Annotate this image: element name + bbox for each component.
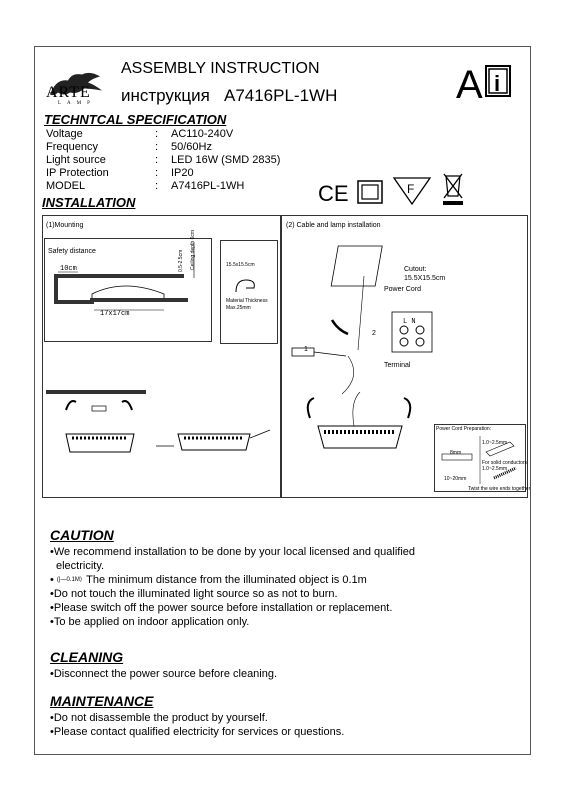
- list-item: • (|— 0.1M ⟩ The minimum distance from the illuminated object is 0.1m: [50, 574, 367, 586]
- spec-table: [46, 128, 280, 193]
- material-thickness: Material Thickness: [226, 298, 268, 304]
- cable-label: (2) Cable and lamp installation: [286, 222, 381, 229]
- mount-steps-drawing: [44, 390, 276, 490]
- spec-row: MODEL : A7416PL-1WH: [46, 180, 245, 192]
- len-2: 1.0~2.5mm: [482, 466, 508, 472]
- distance-icon: (|— 0.1M ⟩: [56, 577, 83, 583]
- strip-length: 8mm: [450, 450, 462, 456]
- mounting-drawing: [44, 238, 212, 342]
- spec-row: IP Protection : IP20: [46, 167, 194, 179]
- safety-distance-label: Safety distance: [48, 248, 96, 255]
- cutout-label: Cutout:: [404, 266, 427, 273]
- terminal-letters: L N: [403, 318, 416, 326]
- spec-row: Light source : LED 16W (SMD 2835): [46, 154, 281, 166]
- read-manual-icon: [456, 62, 516, 102]
- max-thickness: Max.25mm: [226, 305, 251, 311]
- terminal-label: Terminal: [384, 362, 411, 369]
- installation-heading: INSTALLATION: [42, 195, 136, 210]
- svg-text:F: F: [407, 182, 415, 196]
- title-ru: инструкция A7416PL-1WH: [121, 86, 338, 105]
- brand-name: ARTE: [46, 84, 91, 101]
- lamp-drawing: [290, 392, 430, 462]
- list-item: •To be applied on indoor application only.: [50, 616, 250, 628]
- svg-text:A: A: [456, 63, 483, 102]
- cord-prep-title: Power Cord Preparation:: [436, 426, 492, 432]
- spec-row: Frequency : 50/60Hz: [46, 141, 212, 153]
- dim-10cm: 10cm: [60, 265, 77, 273]
- mounting-label: (1)Mounting: [46, 222, 84, 229]
- solid-label: For solid conductors: [482, 460, 528, 466]
- list-item: •Please switch off the power source before installation or replacement.: [50, 602, 393, 614]
- crossed-bin-icon: [440, 170, 466, 206]
- list-item: •Please contact qualified electricity for services or questions.: [50, 726, 345, 738]
- cutout-small-label: 15.5x15.5cm: [226, 262, 255, 268]
- maintenance-section: [50, 694, 344, 739]
- twist-label: Twist the wire ends together: [468, 486, 531, 492]
- power-cord-label: Power Cord: [384, 286, 421, 293]
- step-2: 2: [372, 330, 376, 337]
- caution-heading: CAUTION: [50, 527, 114, 543]
- list-item: •Do not disassemble the product by yourself.: [50, 712, 268, 724]
- dim-depth: 0.5-2.5cm: [178, 249, 184, 272]
- double-insulation-icon: [357, 180, 383, 204]
- len-1: 1.0~2.5mm: [482, 440, 508, 446]
- spec-heading: TECHNTCAL SPECIFICATION: [44, 112, 227, 127]
- cleaning-section: [50, 650, 277, 681]
- f-triangle-icon: [392, 176, 432, 206]
- list-item: •Do not touch the illuminated light source so as not to burn.: [50, 588, 338, 600]
- title-en: ASSEMBLY INSTRUCTION: [121, 60, 320, 77]
- caution-section: [50, 528, 480, 629]
- list-item: •We recommend installation to be done by your local licensed and qualified: [50, 546, 416, 558]
- clip-icon: [232, 276, 260, 296]
- step-1: 1: [304, 346, 308, 353]
- cutout-size: 15.5X15.5cm: [404, 275, 446, 282]
- svg-text:CE: CE: [318, 182, 349, 204]
- cleaning-heading: CLEANING: [50, 649, 124, 665]
- maintenance-heading: MAINTENANCE: [50, 693, 154, 709]
- strip-length-2: 10~20mm: [444, 476, 467, 482]
- cord-prep-drawing: [436, 434, 524, 486]
- ce-mark-icon: [318, 182, 352, 204]
- spec-row: Voltage : AC110-240V: [46, 128, 234, 140]
- cable-drawing: [282, 236, 526, 396]
- list-item: electricity.: [56, 560, 105, 572]
- list-item: •Disconnect the power source before cleaning.: [50, 668, 278, 680]
- brand-sub: LAMP: [58, 101, 96, 106]
- title-model: A7416PL-1WH: [223, 86, 338, 105]
- dim-17x17: 17x17cm: [100, 310, 130, 318]
- ceiling-depth: Ceiling depth 6cm: [190, 229, 196, 270]
- svg-text:i: i: [494, 71, 501, 96]
